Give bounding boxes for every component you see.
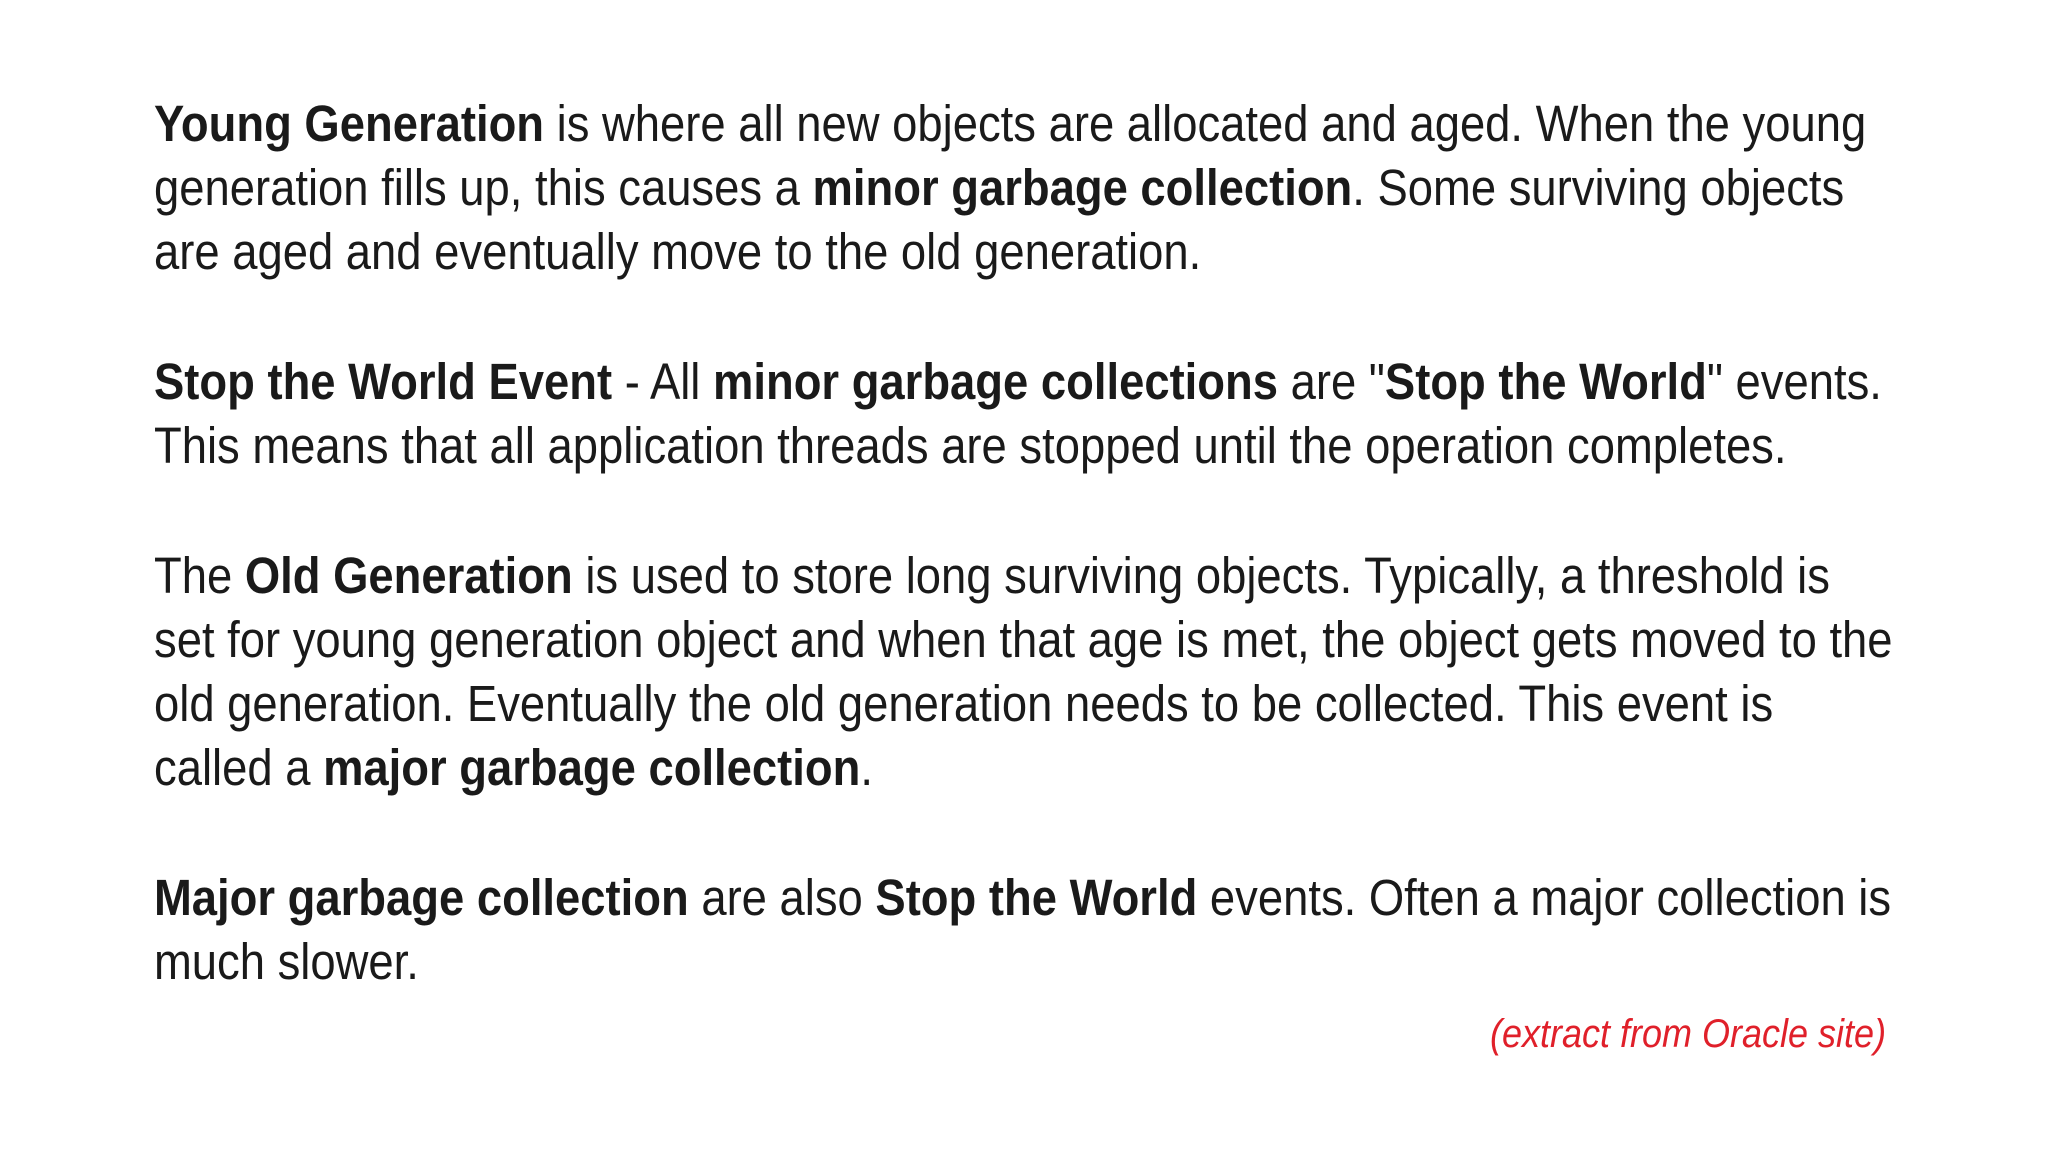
paragraph-text: are also xyxy=(688,869,876,926)
bold-term: minor garbage collections xyxy=(713,353,1278,410)
bold-term: Major garbage collection xyxy=(154,869,689,926)
bold-term: minor garbage collection xyxy=(812,159,1353,216)
paragraph-text: is where all new objects are allocated and aged. When the young generation fills up, this causes a xyxy=(154,95,1867,216)
bold-term: major garbage collection xyxy=(323,739,861,796)
paragraph-old-generation xyxy=(154,544,1898,800)
bold-term: Stop the World xyxy=(1384,353,1707,410)
bold-term: Stop the World Event xyxy=(154,353,613,410)
bold-term: Young Generation xyxy=(154,95,545,152)
paragraph-text: is used to store long surviving objects. Typically, a threshold is set for young generation object and when that age is met, the object gets moved to the old generation. Eventually the old generation needs to be collected. This event is called a xyxy=(154,547,1893,796)
source-note: (extract from Oracle site) xyxy=(1490,1012,1887,1056)
paragraph-text: . Some surviving objects are aged and eventually move to the old generation. xyxy=(154,159,1845,280)
paragraph-major-gc xyxy=(154,866,1898,994)
paragraph-young-generation xyxy=(154,92,1898,284)
paragraph-stop-the-world xyxy=(154,350,1898,478)
paragraph-text: " events. This means that all application threads are stopped until the operation completes. xyxy=(154,353,1882,474)
paragraph-text: are " xyxy=(1277,353,1385,410)
bold-term: Old Generation xyxy=(244,547,573,604)
paragraph-text: - All xyxy=(612,353,714,410)
paragraph-text: events. Often a major collection is much slower. xyxy=(154,869,1892,990)
slide-body xyxy=(154,92,1894,1060)
paragraph-text: The xyxy=(154,547,245,604)
bold-term: Stop the World xyxy=(875,869,1198,926)
paragraph-text: . xyxy=(860,739,873,796)
